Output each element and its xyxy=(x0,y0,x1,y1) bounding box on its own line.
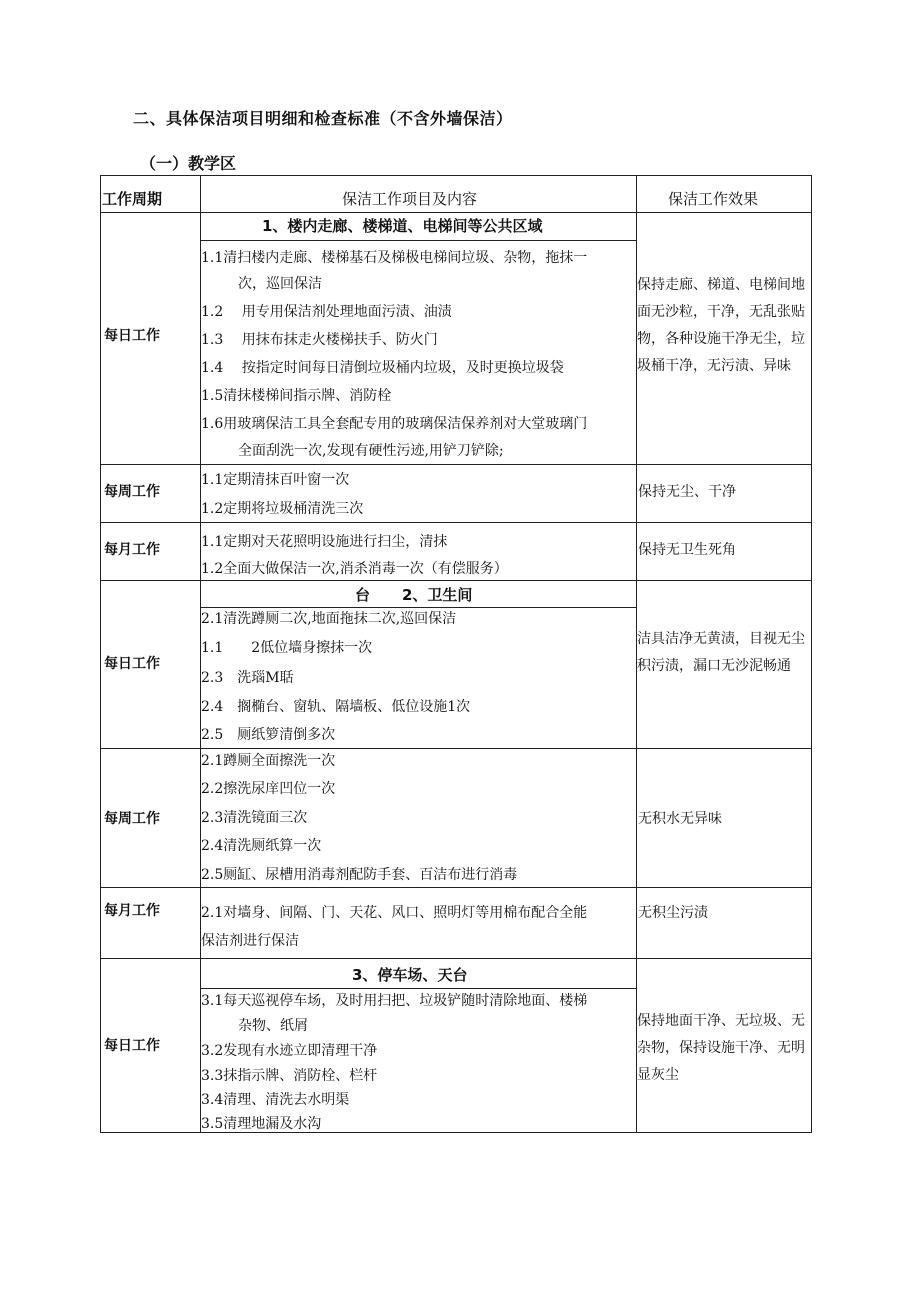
section-2-daily-period: 每日工作 xyxy=(104,656,160,672)
subsection-heading: （一）教学区 xyxy=(140,154,237,173)
section-1-daily-item: 1.1清扫楼内走廊、楼梯基石及梯极电梯间垃圾、杂物，拖抹一 xyxy=(201,250,588,266)
section-1-daily-period: 每日工作 xyxy=(104,328,160,344)
section-1-daily-item: 1.6用玻璃保洁工具全套配专用的玻璃保洁保养剂对大堂玻璃门 xyxy=(201,416,588,432)
section-2-weekly-item: 2.1蹲厕全面擦洗一次 xyxy=(201,753,336,769)
section-1-monthly-effect: 保持无卫生死角 xyxy=(638,542,736,558)
section-1-weekly-effect: 保持无尘、干净 xyxy=(638,484,736,500)
section-2-monthly-item: 2.1对墙身、间隔、门、天花、风口、照明灯等用棉布配合全能 xyxy=(201,905,588,921)
section-1-daily-item: 1.5清抹楼梯间指示牌、消防栓 xyxy=(201,388,392,404)
section-1-daily-item: 1.3 用抹布抹走火楼梯扶手、防火门 xyxy=(201,332,438,348)
header-items: 保洁工作项目及内容 xyxy=(342,190,478,208)
section-2-daily-item: 2.3 洗瑙M聒 xyxy=(201,670,294,686)
section-1-title: 1、楼内走廊、楼梯道、电梯间等公共区域 xyxy=(262,217,543,235)
section-2-title-prefix: 台 xyxy=(355,586,371,604)
section-2-weekly-item: 2.5厕缸、尿槽用消毒剂配防手套、百洁布进行消毒 xyxy=(201,867,518,883)
section-3-daily-effect: 保持地面干净、无垃圾、无杂物，保持设施干净、无明显灰尘 xyxy=(637,1013,805,1083)
section-3-daily-item: 杂物、纸屑 xyxy=(238,1018,308,1034)
section-2-monthly-effect: 无积尘污渍 xyxy=(638,905,708,921)
section-3-daily-period: 每日工作 xyxy=(104,1038,160,1054)
section-3-daily-item: 3.4清理、清洗去水明渠 xyxy=(201,1092,350,1108)
section-heading: 二、具体保洁项目明细和检查标准（不含外墙保洁） xyxy=(133,109,513,128)
section-2-weekly-item: 2.3清洗镜面三次 xyxy=(201,810,308,826)
section-2-weekly-effect: 无积水无异味 xyxy=(638,811,722,827)
section-1-daily-item: 全面刮洗一次,发现有硬性污迹,用铲刀铲除; xyxy=(238,443,504,459)
section-3-daily-item: 3.1每天巡视停车场，及时用扫把、垃圾铲随时清除地面、楼梯 xyxy=(201,993,588,1009)
section-1-monthly-period: 每月工作 xyxy=(104,542,160,558)
section-2-monthly-item: 保洁剂进行保洁 xyxy=(201,933,299,949)
section-1-daily-item: 1.4 按指定时间每日清倒垃圾桶内垃圾，及时更换垃圾袋 xyxy=(201,360,564,376)
section-2-weekly-item: 2.2擦洗尿庠凹位一次 xyxy=(201,781,336,797)
section-2-daily-item: 2.1清洗蹲厕二次,地面拖抹二次,巡回保洁 xyxy=(201,611,457,627)
section-1-daily-effect: 保持走廊、梯道、电梯间地面无沙粒，干净，无乱张贴物，各种设施干净无尘，垃圾桶干净，无污渍、异味 xyxy=(637,277,805,374)
section-1-daily-item: 次，巡回保洁 xyxy=(238,276,322,292)
section-1-monthly-item: 1.2全面大做保洁一次,消杀消毒一次（有偿服务） xyxy=(201,561,508,577)
section-3-daily-item: 3.3抹指示牌、消防栓、栏杆 xyxy=(201,1068,378,1084)
section-2-title: 2、卫生间 xyxy=(402,586,473,604)
section-3-daily-item: 3.2发现有水迹立即清理干净 xyxy=(201,1043,378,1059)
header-effect: 保洁工作效果 xyxy=(668,190,759,208)
section-1-daily-item: 1.2 用专用保洁剂处理地面污渍、油渍 xyxy=(201,304,452,320)
section-2-daily-item: 2.4 搁椭台、窗轨、隔墙板、低位设施1次 xyxy=(201,699,471,715)
section-3-daily-item: 3.5清理地漏及水沟 xyxy=(201,1116,322,1132)
section-2-daily-item: 1.1 2低位墙身擦抹一次 xyxy=(201,640,373,656)
section-1-weekly-item: 1.2定期将垃圾桶清洗三次 xyxy=(201,501,364,517)
header-period: 工作周期 xyxy=(102,190,163,208)
section-2-weekly-item: 2.4清洗厕纸算一次 xyxy=(201,838,322,854)
section-3-title: 3、停车场、天台 xyxy=(352,966,468,984)
section-1-weekly-item: 1.1定期清抹百叶窗一次 xyxy=(201,472,350,488)
section-1-weekly-period: 每周工作 xyxy=(104,484,160,500)
section-2-daily-effect: 洁具洁净无黄渍，目视无尘积污渍，漏口无沙泥畅通 xyxy=(637,631,805,674)
section-2-weekly-period: 每周工作 xyxy=(104,811,160,827)
section-2-monthly-period: 每月工作 xyxy=(104,903,160,919)
section-1-monthly-item: 1.1定期对天花照明设施进行扫尘，清抹 xyxy=(201,534,448,550)
section-2-daily-item: 2.5 厕纸箩清倒多次 xyxy=(201,727,336,743)
